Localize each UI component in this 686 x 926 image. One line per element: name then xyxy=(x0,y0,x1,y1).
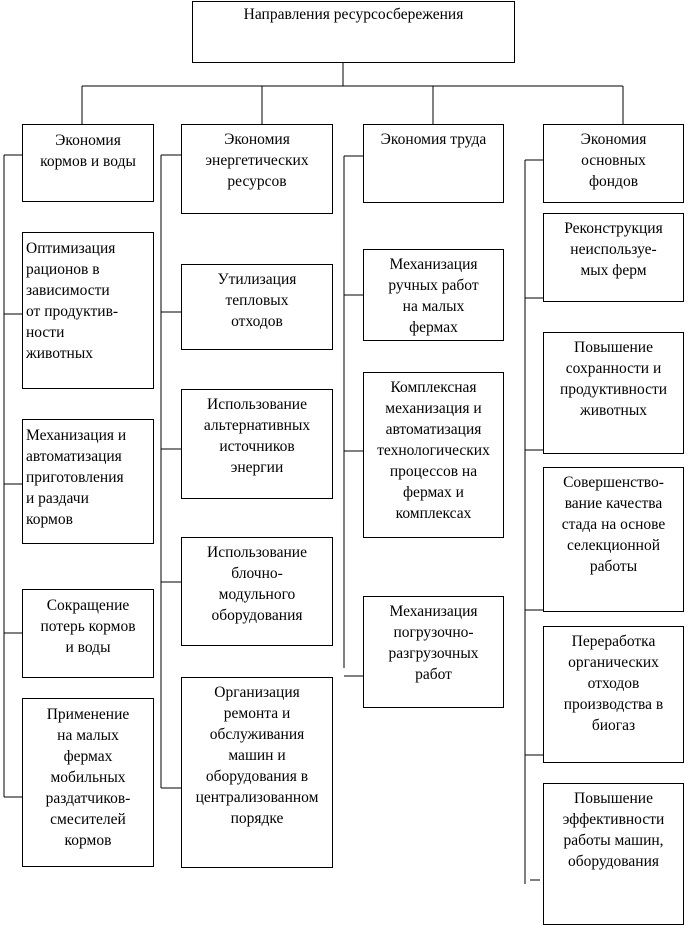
item-modular-equipment: Использование блочно- модульного оборудования xyxy=(181,537,333,646)
item-biogas-processing: Переработка органических отходов производства в биогаз xyxy=(543,626,684,763)
item-herd-quality: Совершенство- вание качества стада на основе селекционной работы xyxy=(543,467,684,612)
item-farm-reconstruction: Реконструкция неиспользуе- мых ферм xyxy=(543,213,684,302)
item-loss-reduction: Сокращение потерь кормов и воды xyxy=(22,589,154,678)
item-centralized-repair: Организация ремонта и обслуживания машин и оборудования в централизованном порядке xyxy=(181,677,333,868)
item-complex-automation: Комплексная механизация и автоматизация технологических процессов на фермах и комплексах xyxy=(363,372,504,538)
root-box xyxy=(192,1,515,63)
item-mobile-mixers: Применение на малых фермах мобильных раздатчиков- смесителей кормов xyxy=(22,698,154,867)
item-manual-work-mechanization: Механизация ручных работ на малых фермах xyxy=(363,249,504,341)
item-loading-mechanization: Механизация погрузочно- разгрузочных работ xyxy=(363,596,504,708)
header-labor: Экономия труда xyxy=(363,124,504,203)
header-feed-water: Экономия кормов и воды xyxy=(22,124,154,202)
header-energy: Экономия энергетических ресурсов xyxy=(181,124,333,214)
item-ration-optimization: Оптимизация рационов в зависимости от продуктив- ности животных xyxy=(22,232,154,389)
item-feed-mechanization: Механизация и автоматизация приготовления и раздачи кормов xyxy=(22,419,154,544)
header-fixed-assets: Экономия основных фондов xyxy=(543,124,684,203)
item-machine-efficiency: Повышение эффективности работы машин, оборудования xyxy=(543,783,684,925)
item-alternative-energy: Использование альтернативных источников энергии xyxy=(181,389,333,499)
item-animal-productivity: Повышение сохранности и продуктивности животных xyxy=(543,332,684,454)
root-title: Направления ресурсосбережения xyxy=(243,6,464,23)
item-heat-recovery: Утилизация тепловых отходов xyxy=(181,264,333,350)
